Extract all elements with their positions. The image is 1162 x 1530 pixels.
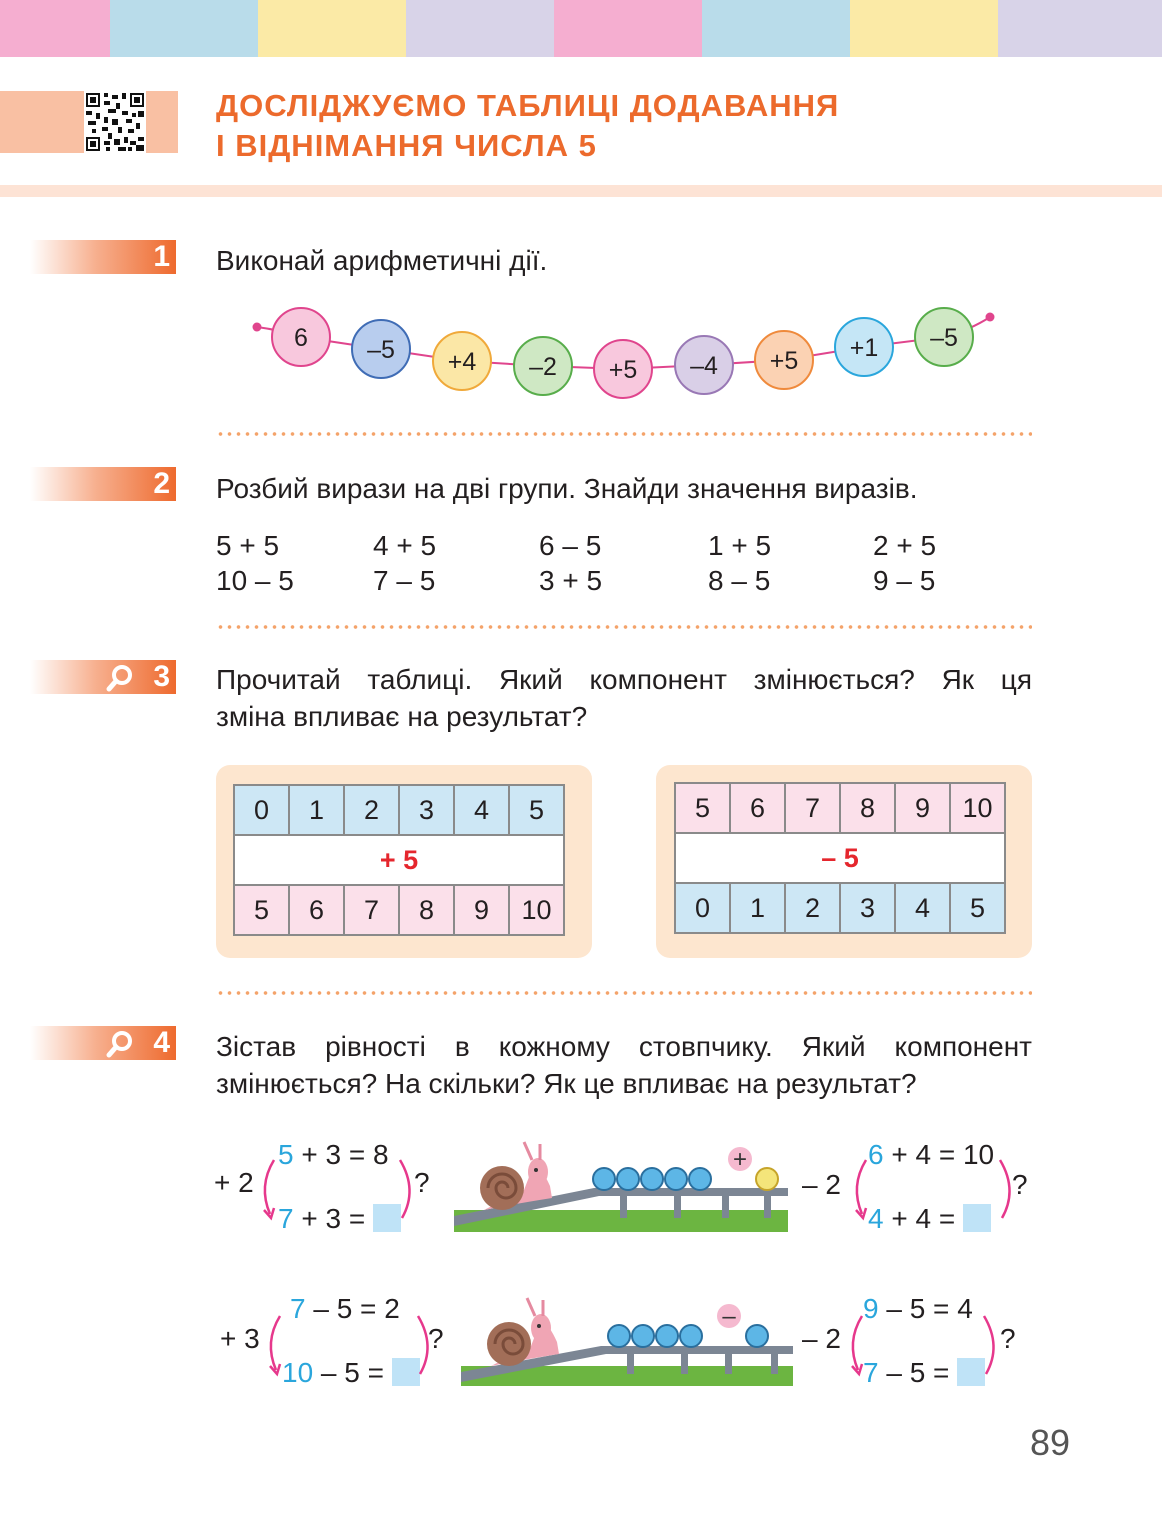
table-operation: – 5 bbox=[675, 833, 1005, 883]
page-number: 89 bbox=[1030, 1422, 1071, 1463]
table-cell: 4 bbox=[454, 785, 509, 835]
equation-top: 7 – 5 = 2 bbox=[290, 1293, 400, 1324]
qr-code-icon[interactable] bbox=[84, 91, 146, 153]
table-cell: 0 bbox=[675, 883, 730, 933]
title-line-1: ДОСЛІДЖУЄМО ТАБЛИЦІ ДОДАВАННЯ bbox=[216, 88, 840, 123]
task-number: 4 bbox=[153, 1026, 170, 1059]
task-number: 2 bbox=[153, 467, 170, 500]
expression: 6 – 5 bbox=[539, 530, 602, 561]
delta-label: + 3 bbox=[220, 1323, 260, 1354]
table-cell: 5 bbox=[509, 785, 564, 835]
equation-top: 9 – 5 = 4 bbox=[863, 1293, 973, 1324]
expression: 4 + 5 bbox=[373, 530, 437, 561]
table-operation: + 5 bbox=[234, 835, 564, 885]
title-line-2: І ВІДНІМАННЯ ЧИСЛА 5 bbox=[216, 128, 597, 163]
task3-text bbox=[216, 661, 1032, 735]
equation-bottom: 7 + 3 = bbox=[278, 1202, 401, 1236]
table-cell: 2 bbox=[344, 785, 399, 835]
table-cell: 2 bbox=[785, 883, 840, 933]
stripe bbox=[850, 0, 998, 57]
table-cell: 8 bbox=[840, 783, 895, 833]
stripe bbox=[554, 0, 702, 57]
table-cell: 7 bbox=[785, 783, 840, 833]
chain-label: –5 bbox=[367, 336, 395, 364]
header-divider bbox=[0, 185, 1162, 197]
table-cell: 7 bbox=[344, 885, 399, 935]
table-cell: 3 bbox=[399, 785, 454, 835]
equation-group bbox=[800, 1136, 1040, 1236]
question-mark: ? bbox=[1000, 1323, 1016, 1354]
table-cell: 10 bbox=[509, 885, 564, 935]
stripe bbox=[110, 0, 258, 57]
dotted-separator bbox=[216, 625, 1032, 629]
equation-group bbox=[214, 1136, 444, 1236]
expression: 7 – 5 bbox=[373, 565, 436, 596]
table-cell: 5 bbox=[950, 883, 1005, 933]
task2-text: Розбий вирази на дві групи. Знайди значення виразів. bbox=[216, 473, 918, 504]
table-cell: 5 bbox=[675, 783, 730, 833]
task-number: 1 bbox=[153, 240, 170, 273]
snail-scene-minus bbox=[461, 1292, 793, 1388]
chain-label: –5 bbox=[930, 324, 958, 352]
expression: 3 + 5 bbox=[539, 565, 603, 596]
table-cell: 3 bbox=[840, 883, 895, 933]
equation-top: 6 + 4 = 10 bbox=[868, 1139, 995, 1170]
table-cell: 4 bbox=[895, 883, 950, 933]
question-mark: ? bbox=[428, 1323, 444, 1354]
table-cell: 6 bbox=[289, 885, 344, 935]
chain-label: –4 bbox=[690, 352, 718, 380]
equation-bottom: 4 + 4 = bbox=[868, 1202, 991, 1236]
delta-label: – 2 bbox=[802, 1323, 841, 1354]
subtraction-table bbox=[674, 782, 1006, 934]
stripe bbox=[406, 0, 554, 57]
expression: 10 – 5 bbox=[216, 565, 294, 596]
chain-label: –2 bbox=[529, 353, 557, 381]
answer-box[interactable] bbox=[963, 1204, 991, 1232]
equation-top: 5 + 3 = 8 bbox=[278, 1139, 389, 1170]
task-badge-3 bbox=[30, 660, 176, 694]
chain-label: +4 bbox=[447, 348, 477, 376]
task4-line-1: Зістав рівності в кожному стовпчику. Який компонент bbox=[216, 1031, 1032, 1062]
stripe bbox=[0, 0, 110, 57]
expression: 8 – 5 bbox=[708, 565, 771, 596]
table-cell: 9 bbox=[454, 885, 509, 935]
table-cell: 8 bbox=[399, 885, 454, 935]
task3-line-2: зміна впливає на результат? bbox=[216, 701, 588, 732]
question-mark: ? bbox=[1012, 1169, 1028, 1200]
snail-scene-plus bbox=[454, 1138, 788, 1236]
expression: 9 – 5 bbox=[873, 565, 936, 596]
task4-line-2: змінюється? На скільки? Як це впливає на результат? bbox=[216, 1068, 917, 1099]
dotted-separator bbox=[216, 432, 1032, 436]
delta-label: – 2 bbox=[802, 1169, 841, 1200]
addition-table bbox=[233, 784, 565, 936]
equation-group bbox=[800, 1290, 1040, 1390]
expression: 1 + 5 bbox=[708, 530, 772, 561]
snail-icon bbox=[487, 1298, 559, 1366]
task-number: 3 bbox=[153, 660, 170, 693]
chain-label: 6 bbox=[294, 324, 308, 352]
task3-line-1: Прочитай таблиці. Який компонент змінюється? Як ця bbox=[216, 664, 1032, 695]
task-badge-4 bbox=[30, 1026, 176, 1060]
chain-label: +1 bbox=[849, 334, 879, 362]
table-cell: 1 bbox=[730, 883, 785, 933]
chain-label: +5 bbox=[769, 347, 799, 375]
chain-end-dot bbox=[986, 313, 995, 322]
question-mark: ? bbox=[414, 1167, 430, 1198]
table-cell: 10 bbox=[950, 783, 1005, 833]
expression: 2 + 5 bbox=[873, 530, 937, 561]
task1-text: Виконай арифметичні дії. bbox=[216, 245, 548, 276]
minus-sign: – bbox=[722, 1303, 736, 1330]
plus-sign: + bbox=[732, 1146, 748, 1173]
table-cell: 5 bbox=[234, 885, 289, 935]
task-badge-1 bbox=[30, 240, 176, 274]
table-cell: 9 bbox=[895, 783, 950, 833]
chain-start-dot bbox=[253, 323, 262, 332]
table-cell: 1 bbox=[289, 785, 344, 835]
table-cell: 0 bbox=[234, 785, 289, 835]
magnifier-icon bbox=[106, 1030, 134, 1058]
expression: 5 + 5 bbox=[216, 530, 280, 561]
magnifier-icon bbox=[106, 664, 134, 692]
chain-label: +5 bbox=[608, 356, 638, 384]
dotted-separator bbox=[216, 991, 1032, 995]
table-cell: 6 bbox=[730, 783, 785, 833]
delta-label: + 2 bbox=[214, 1167, 254, 1198]
equation-bottom: 7 – 5 = bbox=[863, 1356, 985, 1390]
page-title bbox=[216, 86, 839, 166]
equation-bottom: 10 – 5 = bbox=[282, 1356, 420, 1390]
stripe bbox=[258, 0, 406, 57]
task-badge-2 bbox=[30, 467, 176, 501]
task4-text bbox=[216, 1028, 1032, 1102]
equation-group bbox=[220, 1290, 460, 1390]
stripe bbox=[998, 0, 1162, 57]
operation-chain bbox=[240, 296, 1010, 406]
stripe bbox=[702, 0, 850, 57]
